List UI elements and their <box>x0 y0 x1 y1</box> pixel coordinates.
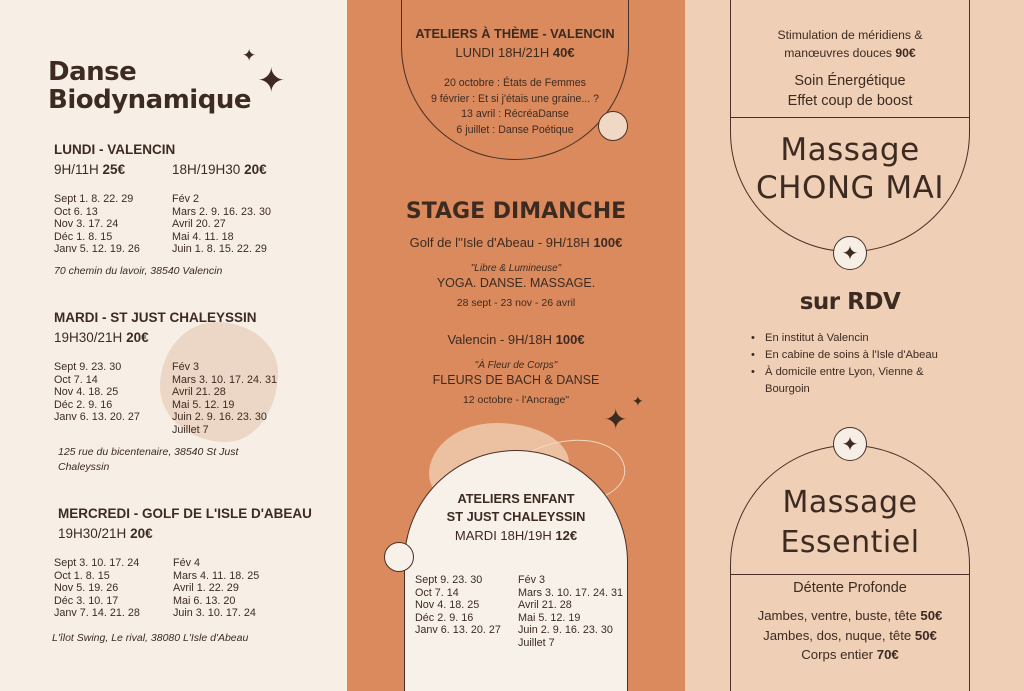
stage-valencin-line <box>347 332 685 347</box>
decorative-arch <box>404 450 628 691</box>
mardi-dates-right: Fév 3 Mars 3. 10. 17. 24. 31 Avril 21. 28 Mai 5. 12. 19 Juin 2. 9. 16. 23. 30 Juillet 7 <box>172 361 278 436</box>
essentiel-title <box>730 483 970 563</box>
sparkle-icon: ✦ <box>632 394 644 410</box>
stage-golf-dates: 28 sept - 23 nov - 26 avril <box>456 297 576 309</box>
subtitle-line-1: Soin Énergétique <box>794 73 906 89</box>
description-line-2 <box>730 44 970 62</box>
sparkle-icon: ✦ <box>604 403 628 436</box>
title-line-1: Massage <box>782 485 918 520</box>
stage-valencin-activity: FLEURS DE BACH & DANSE <box>432 373 600 387</box>
mercredi-time <box>58 526 153 541</box>
danse-biodynamique-panel <box>0 0 347 691</box>
mercredi-dates-left: Sept 3. 10. 17. 24 Oct 1. 8. 15 Nov 5. 19. 26 Déc 3. 10. 17 Janv 7. 14. 21. 28 <box>54 557 140 620</box>
time-label: 19H30/21H <box>58 526 127 541</box>
sparkle-icon: ✦ <box>257 61 286 101</box>
time-label: 19H30/21H <box>54 330 123 345</box>
mardi-heading: MARDI - ST JUST CHALEYSSIN <box>54 310 257 325</box>
price: 100€ <box>593 235 623 250</box>
rdv-title: sur RDV <box>799 289 901 315</box>
description-line-1: Stimulation de méridiens & <box>777 28 923 42</box>
mardi-address: 125 rue du bicentenaire, 38540 St Just Chaleyssin <box>58 446 239 473</box>
price: 50€ <box>920 608 943 623</box>
price: 70€ <box>876 647 899 662</box>
stage-golf-activity: YOGA. DANSE. MASSAGE. <box>436 276 596 290</box>
essentiel-prices <box>730 606 970 665</box>
price: 50€ <box>914 627 937 643</box>
mardi-time <box>54 330 149 345</box>
stage-valencin-dates: 12 octobre - l'Ancrage" <box>462 394 570 406</box>
price: 12€ <box>555 528 578 543</box>
time-label: LUNDI 18H/21H <box>455 45 550 60</box>
enfant-dates-left: Sept 9. 23. 30 Oct 7. 14 Nov 4. 18. 25 Déc 2. 9. 16 Janv 6. 13. 20. 27 <box>415 574 501 637</box>
lundi-time-morning <box>54 162 125 177</box>
lundi-dates-right: Fév 2 Mars 2. 9. 16. 23. 30 Avril 20. 27 Mai 4. 11. 18 Juin 1. 8. 15. 22. 29 <box>172 193 272 256</box>
price: 100€ <box>555 332 585 347</box>
price: 20€ <box>130 526 153 541</box>
enfant-heading-line-2: ST JUST CHALEYSSIN <box>446 509 586 524</box>
rdv-list <box>751 330 966 398</box>
list-item: 20 octobre : États de Femmes <box>444 77 586 89</box>
ateliers-theme-time <box>401 45 629 60</box>
price: 90€ <box>895 46 916 60</box>
time-label: MARDI 18H/19H <box>454 528 552 543</box>
location-time: Golf de l''Isle d'Abeau - 9H/18H <box>409 235 590 250</box>
price: 25€ <box>102 162 126 177</box>
stage-title: STAGE DIMANCHE <box>405 199 627 224</box>
panel-title <box>48 58 251 114</box>
essentiel-subtitle: Détente Profonde <box>793 580 907 596</box>
decorative-circle <box>384 542 414 572</box>
chong-mai-description <box>730 26 970 62</box>
price-row <box>730 626 970 646</box>
chong-mai-title <box>730 131 970 207</box>
mercredi-address: L'îlot Swing, Le rival, 38080 L'Isle d'Abeau <box>52 632 249 644</box>
description-text: manœuvres douces <box>784 46 892 60</box>
ateliers-enfant-block <box>404 490 628 543</box>
mercredi-dates-right: Fév 4 Mars 4. 11. 18. 25 Avril 1. 22. 29 Mai 6. 13. 20 Juin 3. 10. 17. 24 <box>173 557 260 620</box>
list-item: 9 février : Et si j'étais une graine... ? <box>430 92 600 105</box>
ateliers-theme-heading: ATELIERS À THÈME - VALENCIN <box>415 26 615 41</box>
row-label: Jambes, ventre, buste, tête <box>757 608 917 623</box>
stage-golf-line <box>347 235 685 250</box>
subtitle-line-2: Effet coup de boost <box>787 93 913 109</box>
title-line-2: Biodynamique <box>48 85 251 115</box>
enfant-dates-right: Fév 3 Mars 3. 10. 17. 24. 31 Avril 21. 28 Mai 5. 12. 19 Juin 2. 9. 16. 23. 30 Juillet 7 <box>518 574 624 649</box>
lundi-dates-left: Sept 1. 8. 22. 29 Oct 6. 13 Nov 3. 17. 24 Déc 1. 8. 15 Janv 5. 12. 19. 26 <box>54 193 140 256</box>
price: 40€ <box>552 45 575 60</box>
list-item: • En institut à Valencin <box>751 330 966 347</box>
list-item: • En cabine de soins à l'Isle d'Abeau <box>751 347 966 364</box>
sparkle-icon: ✦ <box>841 432 859 456</box>
sparkle-icon: ✦ <box>841 241 859 265</box>
star-badge <box>833 236 867 270</box>
location-time: Valencin - 9H/18H <box>447 332 552 347</box>
title-line-2: CHONG MAI <box>755 170 945 206</box>
stage-golf-theme: "Libre & Lumineuse" <box>470 263 562 274</box>
ateliers-stages-panel <box>347 0 685 691</box>
price-row <box>730 645 970 665</box>
stage-valencin-theme: "À Fleur de Corps" <box>474 360 558 371</box>
ateliers-theme-list <box>401 76 629 138</box>
chong-mai-subtitle <box>730 71 970 111</box>
massages-panel <box>685 0 1024 691</box>
price-row <box>730 606 970 626</box>
ateliers-theme-block <box>401 26 629 60</box>
price: 20€ <box>244 162 267 177</box>
list-item: 6 juillet : Danse Poétique <box>456 123 574 136</box>
title-line-1: Danse <box>48 57 137 87</box>
lundi-time-evening <box>172 162 267 177</box>
sparkle-icon: ✦ <box>242 46 257 66</box>
list-item: 13 avril : RécréaDanse <box>461 108 569 120</box>
price: 20€ <box>126 330 149 345</box>
lundi-heading: LUNDI - VALENCIN <box>54 142 176 157</box>
enfant-time <box>404 528 628 543</box>
lundi-address: 70 chemin du lavoir, 38540 Valencin <box>54 265 223 277</box>
time-label: 18H/19H30 <box>172 162 241 177</box>
row-label: Corps entier <box>801 647 874 662</box>
title-line-1: Massage <box>780 132 920 168</box>
time-label: 9H/11H <box>54 162 99 177</box>
enfant-heading-line-1: ATELIERS ENFANT <box>457 491 575 506</box>
mercredi-heading: MERCREDI - GOLF DE L'ISLE D'ABEAU <box>58 506 312 521</box>
star-badge <box>833 427 867 461</box>
mardi-dates-left: Sept 9. 23. 30 Oct 7. 14 Nov 4. 18. 25 Déc 2. 9. 16 Janv 6. 13. 20. 27 <box>54 361 140 424</box>
list-item: • À domicile entre Lyon, Vienne & Bourgoin <box>751 364 966 398</box>
title-line-2: Essentiel <box>780 525 920 560</box>
row-label: Jambes, dos, nuque, tête <box>763 627 912 643</box>
